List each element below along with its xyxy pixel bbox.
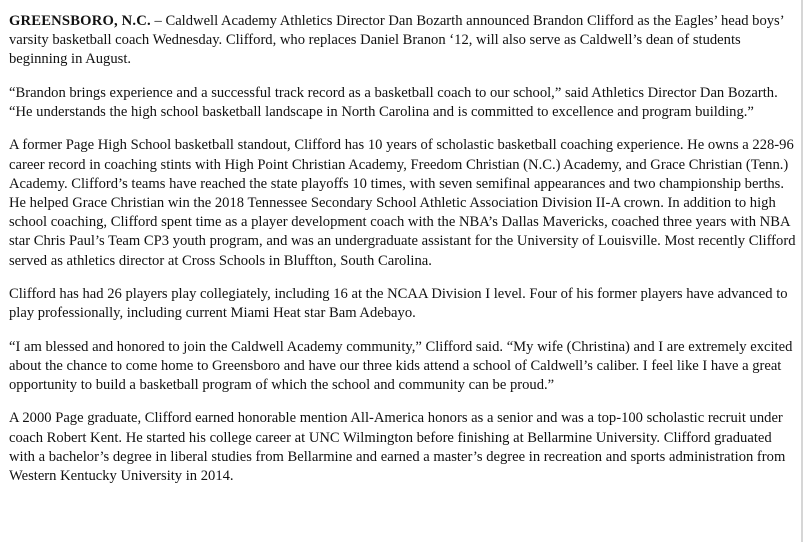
dateline: GREENSBORO, N.C. (9, 13, 151, 29)
paragraph-background: A former Page High School basketball standout, Clifford has 10 years of scholastic basketball coaching experience. He owns a 228-96 career record in coaching stints with High Point Christian Academy, Freedom Christian (N.C.) Academy, and Grace Christian (Tenn.) Academy. Clifford’s teams have reached the state playoffs 10 times, with seven semifinal appearances and two championship berths. He helped Grace Christian win the 2018 Tennessee Secondary School Athletic Association Division II-A crown. In addition to high school coaching, Clifford spent time as a player development coach with the NBA’s Dallas Mavericks, coached three years with NBA star Chris Paul’s Team CP3 youth program, and was an undergraduate assistant for the University of Louisville. Most recently Clifford served as athletics director at Cross Schools in Bluffton, South Carolina. (9, 137, 796, 269)
paragraph-players: Clifford has had 26 players play collegiately, including 16 at the NCAA Division I level. Four of his former players have advanced to play professionally, including current Miami Heat star Bam Adebayo. (9, 286, 788, 322)
lead-text: – Caldwell Academy Athletics Director Dan Bozarth announced Brandon Clifford as the Eagles’ head boys’ varsity basketball coach Wednesday. Clifford, who replaces Daniel Branon ‘12, will also serve as Caldwell’s dean of students beginning in August. (9, 13, 784, 68)
paragraph-quote-bozarth: “Brandon brings experience and a successful track record as a basketball coach to our school,” said Athletics Director Dan Bozarth. “He understands the high school basketball landscape in North Carolina and is committed to excellence and program building.” (9, 84, 778, 120)
article-body (9, 12, 799, 500)
paragraph-education: A 2000 Page graduate, Clifford earned honorable mention All-America honors as a senior and was a top-100 scholastic recruit under coach Robert Kent. He started his college career at UNC Wilmington before finishing at Bellarmine University. Clifford graduated with a bachelor’s degree in liberal studies from Bellarmine and earned a master’s degree in recreation and sports administration from Western Kentucky University in 2014. (9, 410, 786, 484)
paragraph-lead (9, 12, 799, 70)
paragraph-quote-clifford: “I am blessed and honored to join the Caldwell Academy community,” Clifford said. “My wife (Christina) and I are extremely excited about the chance to come home to Greensboro and have our three kids attend a school of Caldwell’s caliber. I feel like I have a great opportunity to build a basketball program of which the school and community can be proud.” (9, 338, 793, 393)
